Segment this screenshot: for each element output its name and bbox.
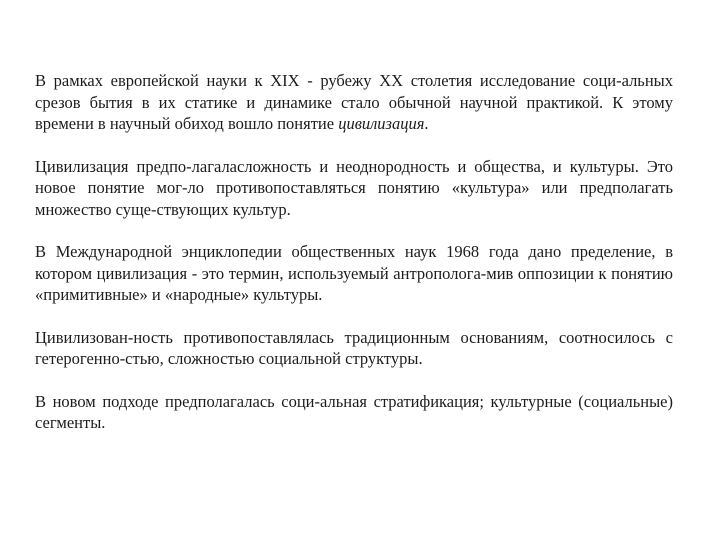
paragraph-encyclopedia-definition: В Международной энциклопедии общественных наук 1968 года дано пределение, в котором цивилизация - это термин, используемый антрополога-мив оппозиции к понятию «примитивные» и «народные» культуры. bbox=[35, 242, 673, 304]
paragraph-civilization-opposition: Цивилизован-ность противопоставлялась традиционным основаниям, соотносилось с гетерогенно-стью, сложностью социальной структуры. bbox=[35, 327, 673, 368]
paragraph-civilization-concept bbox=[35, 70, 673, 135]
paragraph-suffix: . bbox=[424, 114, 429, 133]
slide-text-body bbox=[35, 70, 673, 455]
paragraph-new-approach: В новом подходе предполагалась соци-альная стратификация; культурные (социальные) сегменты. bbox=[35, 391, 673, 432]
emphasized-term: цивилизация bbox=[338, 114, 425, 133]
paragraph-text: В рамках европейской науки к XIX - рубежу XX столетия исследование соци-альных срезов бытия в их статике и динамике стало обычной научной практикой. К этому времени в научный обиход вошло понятие bbox=[35, 71, 673, 133]
paragraph-civilization-complexity: Цивилизация предпо-лагаласложность и неоднородность и общества, и культуры. Это новое понятие мог-ло противопоставляться понятию «культура» или предполагать множество суще-ствующих культур. bbox=[35, 156, 673, 219]
